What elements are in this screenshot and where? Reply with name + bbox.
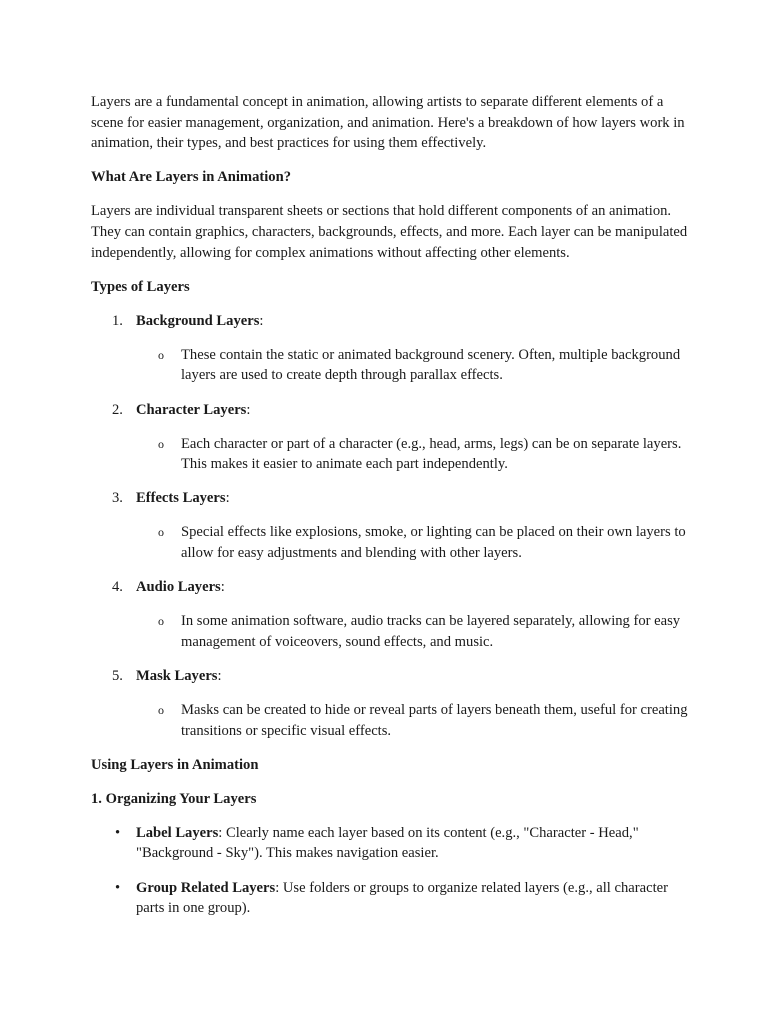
list-item [91, 823, 691, 864]
bullet-icon: • [115, 879, 121, 896]
list-sub-item [91, 345, 691, 386]
list-item-text: : Clearly name each layer based on its content (e.g., "Character - Head," "Background - Sky"). This makes navigation easier. [136, 824, 639, 862]
list-number: 1. [112, 312, 123, 329]
list-sub-item [91, 611, 691, 652]
list-item-title: Character Layers [136, 401, 247, 418]
list-sub-item [91, 434, 691, 475]
list-item: 3. Effects Layers: [91, 488, 691, 509]
intro-paragraph: Layers are a fundamental concept in animation, allowing artists to separate different elements of a scene for easier management, organization, and animation. Here's a breakdown of how layers work in animation, their types, and best practices for using them effectively. [91, 94, 685, 152]
list-item: 4. Audio Layers: [91, 577, 691, 598]
types-of-layers-heading: Types of Layers [91, 278, 190, 295]
list-sub-item [91, 700, 691, 741]
list-item-title: Background Layers [136, 312, 260, 329]
organizing-layers-heading: 1. Organizing Your Layers [91, 790, 257, 807]
list-number: 5. [112, 667, 123, 684]
list-number: 4. [112, 579, 123, 596]
list-item-title: Label Layers [136, 824, 219, 841]
what-are-layers-paragraph: Layers are individual transparent sheets or sections that hold different components of an animation. They can contain graphics, characters, backgrounds, effects, and more. Each layer can be manipulated independently, allowing for complex animations without affecting other elements. [91, 203, 688, 261]
list-item: 5. Mask Layers: [91, 666, 691, 687]
list-item-title: Effects Layers [136, 490, 226, 507]
list-item-description: In some animation software, audio tracks can be layered separately, allowing for easy management of voiceovers, sound effects, and music. [181, 613, 681, 650]
list-item: 2. Character Layers: [91, 400, 691, 421]
list-item-description: Each character or part of a character (e.g., head, arms, legs) can be on separate layers. This makes it easier to animate each part independently. [181, 435, 682, 473]
using-layers-heading: Using Layers in Animation [91, 756, 259, 773]
list-sub-item [91, 522, 691, 563]
what-are-layers-heading: What Are Layers in Animation? [91, 169, 292, 186]
list-item-description: Special effects like explosions, smoke, or lighting can be placed on their own layers to allow for easy adjustments and blending with other layers. [181, 524, 686, 561]
document-page [91, 92, 691, 932]
list-item-text: : Use folders or groups to organize related layers (e.g., all character parts in one group). [136, 879, 668, 917]
circle-bullet-icon: o [158, 347, 164, 362]
list-item-title: Mask Layers [136, 667, 218, 684]
types-list [91, 311, 691, 741]
organizing-list [91, 823, 691, 919]
list-item-description: These contain the static or animated background scenery. Often, multiple background layers are used to create depth through parallax effects. [181, 346, 681, 384]
circle-bullet-icon: o [158, 702, 164, 717]
list-number: 3. [112, 490, 123, 507]
list-number: 2. [112, 401, 123, 418]
circle-bullet-icon: o [158, 525, 164, 540]
list-item [91, 878, 691, 919]
list-item-title: Audio Layers [136, 579, 221, 596]
list-item-title: Group Related Layers [136, 879, 276, 896]
bullet-icon: • [115, 824, 121, 841]
list-item: 1. Background Layers: [91, 311, 691, 332]
list-item-description: Masks can be created to hide or reveal parts of layers beneath them, useful for creating transitions or specific visual effects. [181, 701, 688, 739]
circle-bullet-icon: o [158, 614, 164, 629]
circle-bullet-icon: o [158, 436, 164, 451]
